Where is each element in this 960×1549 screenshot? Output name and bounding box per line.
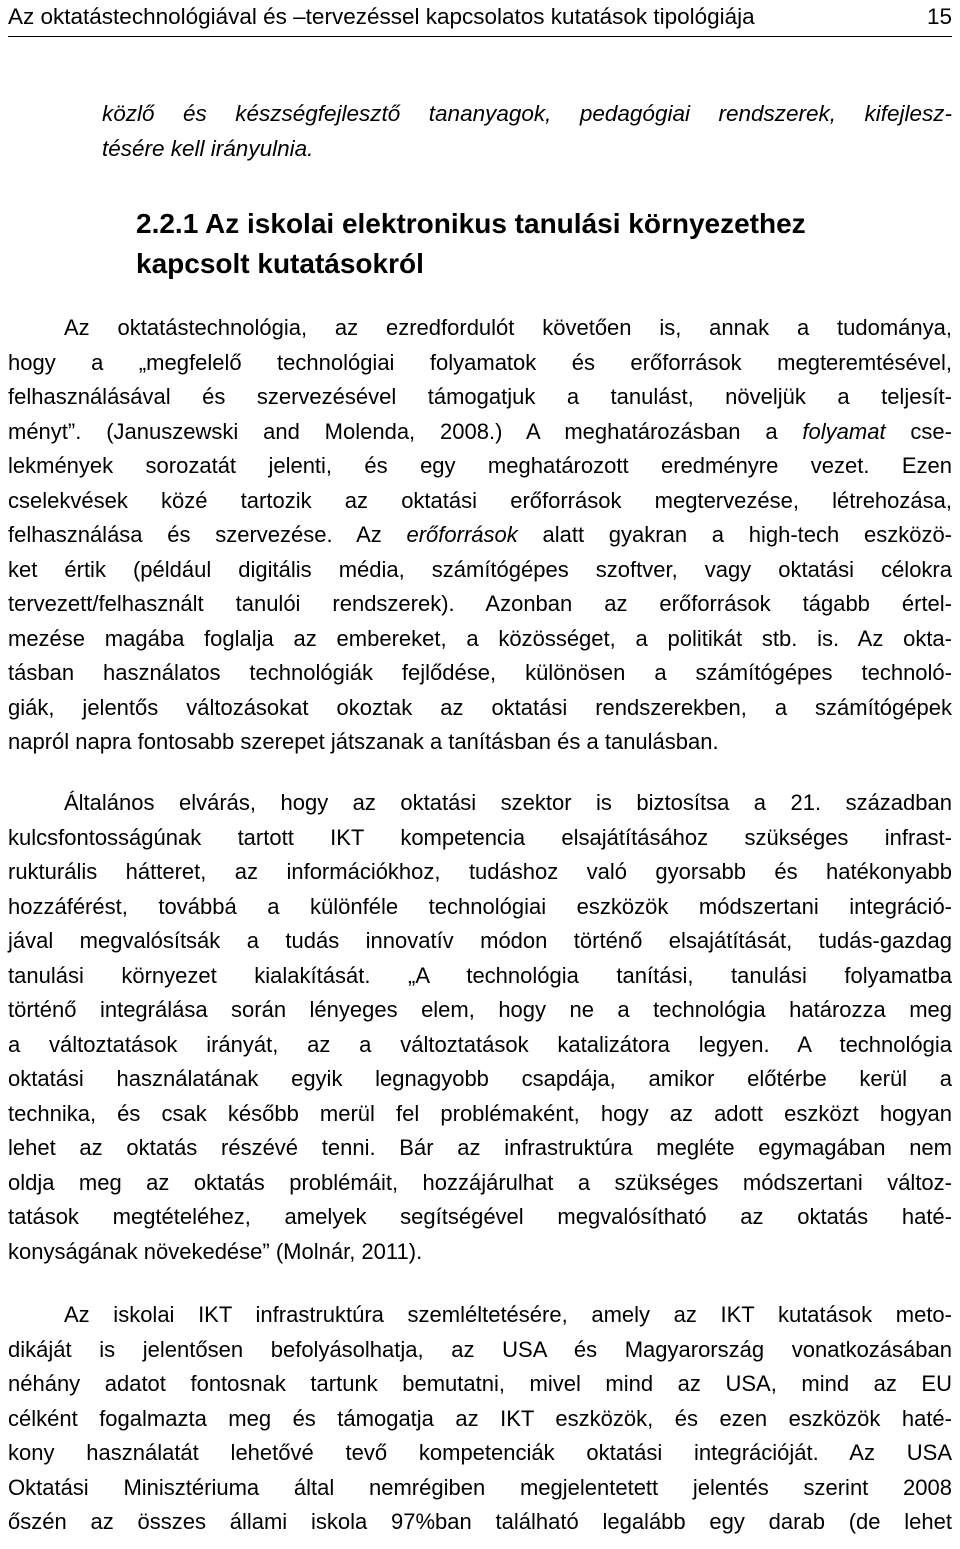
running-header (8, 0, 952, 37)
paragraph-line: dikáját is jelentősen befolyásolhatja, az USA és Magyarország vonatkozásában (8, 1336, 952, 1362)
paragraph-line: hogy a „megfelelő technológiai folyamatok és erőforrások megteremtésével, (8, 349, 952, 375)
intro-line: közlő és készségfejlesztő tananyagok, pedagógiai rendszerek, kifejlesz- (102, 101, 952, 126)
paragraph-line: Oktatási Minisztériuma által nemrégiben megjelentetett jelentés szerint 2008 (8, 1474, 952, 1500)
emphasis-folyamat: folyamat (802, 418, 886, 444)
paragraph-line: néhány adatot fontosnak tartunk bemutatni, mivel mind az USA, mind az EU (8, 1371, 952, 1396)
line-text: ményt”. (Januszewski and Molenda, 2008.) A meghatározásban a (8, 418, 803, 444)
paragraph-line: mezése magába foglalja az embereket, a közösséget, a politikát stb. is. Az okta- (8, 625, 952, 651)
heading-line: 2.2.1 Az iskolai elektronikus tanulási környezethez (136, 208, 806, 239)
paragraph-line: napról napra fontosabb szerepet játszanak a tanításban és a tanulásban. (8, 729, 719, 754)
line-text: felhasználása és szervezése. Az (8, 522, 407, 547)
section-heading (136, 204, 936, 284)
paragraph-line: Az oktatástechnológia, az ezredfordulót követően is, annak a tudománya, (64, 315, 952, 340)
paragraph-line: Az iskolai IKT infrastruktúra szemléltetésére, amely az IKT kutatások meto- (64, 1302, 952, 1327)
intro-italic-text (102, 96, 952, 166)
paragraph-line: történő integrálása során lényeges elem, hogy ne a technológia határozza meg (8, 997, 952, 1022)
paragraph-line: tanulási környezet kialakítását. „A technológia tanítási, tanulási folyamatba (8, 962, 952, 988)
paragraph-line (8, 518, 952, 553)
paragraph-line: rukturális hátteret, az információkhoz, tudáshoz való gyorsabb és hatékonyabb (8, 859, 952, 884)
running-header-title: Az oktatástechnológiával és –tervezéssel kapcsolatos kutatások tipológiája (8, 4, 755, 29)
paragraph-line: oktatási használatának egyik legnagyobb csapdája, amikor előtérbe kerül a (8, 1066, 952, 1091)
paragraph-2 (8, 786, 952, 1269)
paragraph-line: giák, jelentős változásokat okoztak az oktatási rendszerekben, a számítógépek (8, 694, 952, 720)
paragraph-line: őszén az összes állami iskola 97%ban található legalább egy darab (de lehet (8, 1509, 952, 1534)
heading-line: kapcsolt kutatásokról (136, 248, 424, 279)
paragraph-line: célként fogalmazta meg és támogatja az IKT eszközök, és ezen eszközök haté- (8, 1405, 952, 1431)
paragraph-line: lekmények sorozatát jelenti, és egy meghatározott eredményre vezet. Ezen (8, 453, 952, 478)
paragraph-line: jával megvalósítsák a tudás innovatív módon történő elsajátítását, tudás-gazdag (8, 928, 952, 953)
paragraph-line: ket értik (például digitális média, számítógépes szoftver, vagy oktatási célokra (8, 556, 952, 582)
paragraph-line: Általános elvárás, hogy az oktatási szektor is biztosítsa a 21. században (64, 790, 952, 815)
emphasis-eroforrasok: erőforrások (406, 522, 518, 547)
paragraph-1 (8, 311, 952, 760)
paragraph-line: cselekvések közé tartozik az oktatási erőforrások megtervezése, létrehozása, (8, 487, 952, 513)
intro-line: tésére kell irányulnia. (102, 136, 314, 161)
paragraph-line: technika, és csak később merül fel problémaként, hogy az adott eszközt hogyan (8, 1100, 952, 1126)
paragraph-line: lehet az oktatás részévé tenni. Bár az infrastruktúra megléte egymagában nem (8, 1135, 952, 1160)
paragraph-line: a változtatások irányát, az a változtatások katalizátora legyen. A technológia (8, 1031, 952, 1057)
paragraph-line: felhasználásával és szervezésével támogatjuk a tanulást, növeljük a teljesít- (8, 384, 952, 409)
paragraph-line: kony használatát lehetővé tevő kompetenciák oktatási integrációját. Az USA (8, 1440, 952, 1465)
paragraph-line (8, 415, 952, 450)
line-text-tail: alatt gyakran a high-tech eszközö- (517, 522, 953, 547)
paragraph-line: kulcsfontosságúnak tartott IKT kompetencia elsajátításához szükséges infrast- (8, 824, 952, 850)
paragraph-line: konyságának növekedése” (Molnár, 2011). (8, 1238, 423, 1264)
page-number: 15 (926, 4, 952, 29)
paragraph-line: oldja meg az oktatás problémáit, hozzájárulhat a szükséges módszertani változ- (8, 1169, 952, 1195)
paragraph-line: tásban használatos technológiák fejlődése, különösen a számítógépes technoló- (8, 660, 952, 685)
line-text-tail: cse- (885, 418, 952, 444)
paragraph-line: tatások megtételéhez, amelyek segítségével megvalósítható az oktatás haté- (8, 1204, 952, 1229)
paragraph-line: tervezett/felhasznált tanulói rendszerek). Azonban az erőforrások tágabb értel- (8, 591, 952, 616)
paragraph-3 (8, 1298, 952, 1540)
paragraph-line: hozzáférést, továbbá a különféle technológiai eszközök módszertani integráció- (8, 893, 952, 919)
